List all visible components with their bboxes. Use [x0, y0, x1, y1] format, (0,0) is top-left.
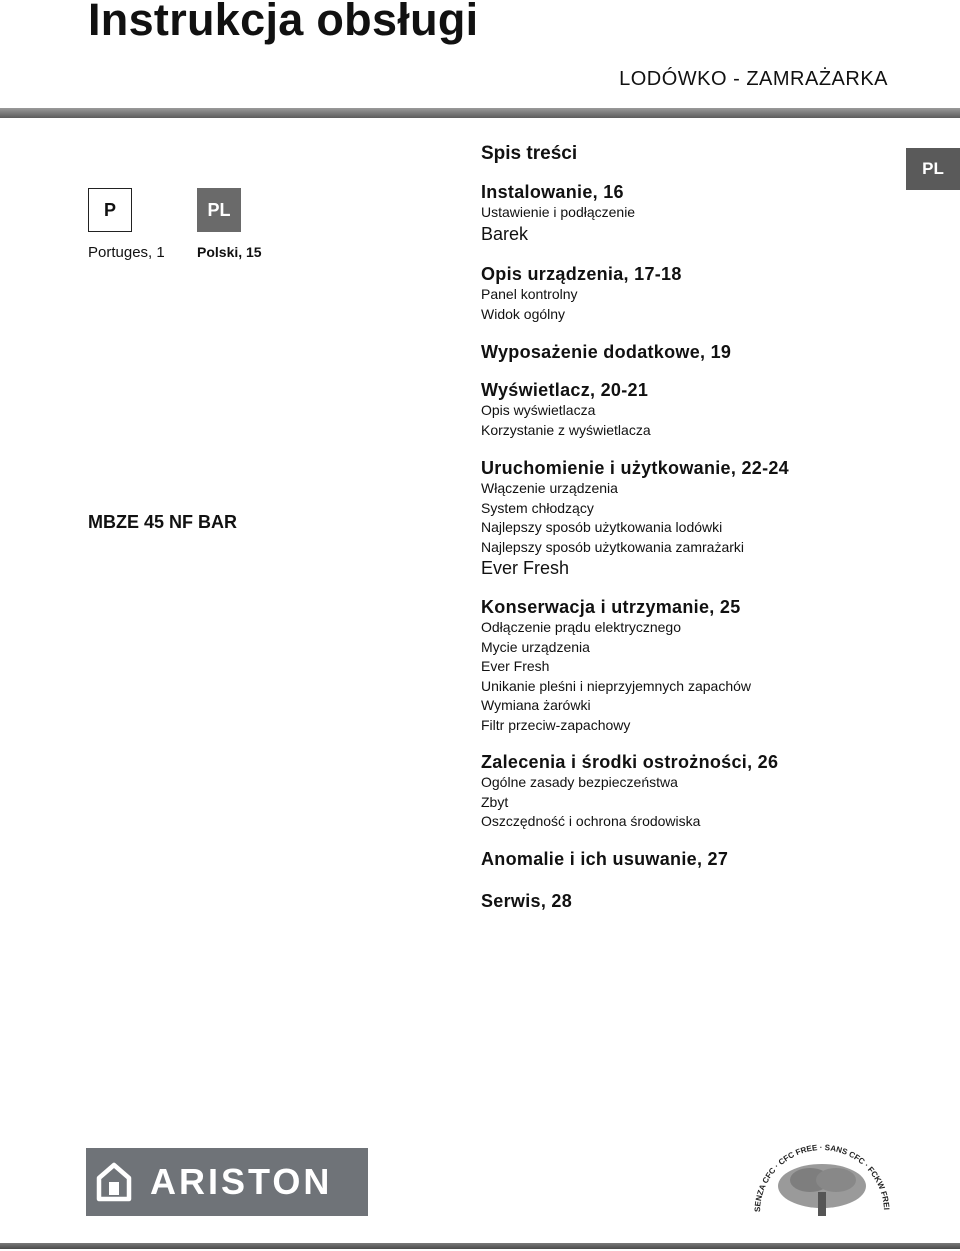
toc-section-title[interactable]: Wyposażenie dodatkowe, 19	[481, 342, 732, 362]
toc-item[interactable]: Panel kontrolny	[481, 286, 578, 302]
toc-item[interactable]: Barek	[481, 223, 529, 244]
language-label-polish: Polski, 15	[197, 244, 262, 260]
product-type: LODÓWKO - ZAMRAŻARKA	[619, 68, 888, 90]
toc-section-safety	[481, 751, 778, 832]
language-side-tab[interactable]: PL	[906, 148, 960, 190]
toc-item[interactable]: Ever Fresh	[481, 658, 550, 674]
header-rule	[0, 108, 960, 118]
toc-section-title[interactable]: Uruchomienie i użytkowanie, 22-24	[481, 458, 789, 478]
toc-section-maintenance	[481, 596, 751, 735]
toc-section-troubleshooting	[481, 848, 728, 870]
toc-heading: Spis treści	[481, 143, 578, 164]
toc-section-usage	[481, 457, 789, 579]
toc-item[interactable]: Zbyt	[481, 793, 509, 810]
toc-item[interactable]: Opis wyświetlacza	[481, 402, 596, 418]
toc-item[interactable]: System chłodzący	[481, 499, 594, 516]
toc-section-title[interactable]: Serwis, 28	[481, 891, 573, 911]
toc-section-title[interactable]: Konserwacja i utrzymanie, 25	[481, 597, 741, 617]
language-label-portuguese: Portuges, 1	[88, 244, 165, 261]
toc-item[interactable]: Korzystanie z wyświetlacza	[481, 421, 651, 438]
toc-item[interactable]: Mycie urządzenia	[481, 638, 590, 655]
toc-section-display	[481, 379, 651, 440]
toc-section-title[interactable]: Opis urządzenia, 17-18	[481, 264, 682, 284]
toc-section-description	[481, 263, 682, 324]
toc-item[interactable]: Filtr przeciw-zapachowy	[481, 716, 631, 733]
footer-rule	[0, 1243, 960, 1249]
toc-section-title[interactable]: Instalowanie, 16	[481, 182, 624, 202]
toc-section-title[interactable]: Anomalie i ich usuwanie, 27	[481, 849, 729, 869]
ariston-logo	[86, 1148, 368, 1216]
ariston-logo-text: ARISTON	[150, 1161, 333, 1202]
toc-item[interactable]: Oszczędność i ochrona środowiska	[481, 813, 701, 829]
toc-item[interactable]: Ustawienie i podłączenie	[481, 204, 636, 220]
toc-item[interactable]: Odłączenie prądu elektrycznego	[481, 619, 682, 635]
toc-section-title[interactable]: Zalecenia i środki ostrożności, 26	[481, 752, 779, 772]
toc-item[interactable]: Ever Fresh	[481, 558, 570, 578]
toc-item[interactable]: Ogólne zasady bezpieczeństwa	[481, 774, 678, 790]
toc-item[interactable]: Włączenie urządzenia	[481, 480, 618, 496]
toc-section-service	[481, 890, 572, 912]
toc-item[interactable]: Wymiana żarówki	[481, 697, 591, 713]
toc-item[interactable]: Unikanie pleśni i nieprzyjemnych zapachów	[481, 677, 752, 694]
toc-item[interactable]: Widok ogólny	[481, 305, 566, 322]
toc-section-title[interactable]: Wyświetlacz, 20-21	[481, 380, 649, 400]
svg-text:SENZA CFC · CFC FREE · SANS CF: SENZA CFC · CFC FREE · SANS CFC · FCKW FREI	[752, 1143, 891, 1213]
cfc-free-seal-icon	[752, 1140, 892, 1220]
model-name: MBZE 45 NF BAR	[88, 512, 238, 532]
document-title: Instrukcja obsługi	[88, 0, 479, 45]
toc-section-accessories	[481, 341, 731, 363]
toc-item[interactable]: Najlepszy sposób użytkowania lodówki	[481, 519, 723, 535]
language-box-portuguese[interactable]: P	[88, 188, 132, 232]
toc-item[interactable]: Najlepszy sposób użytkowania zamrażarki	[481, 538, 744, 555]
house-logo-icon	[96, 1162, 132, 1202]
language-box-polish[interactable]: PL	[197, 188, 241, 232]
toc-section-installation	[481, 181, 635, 245]
